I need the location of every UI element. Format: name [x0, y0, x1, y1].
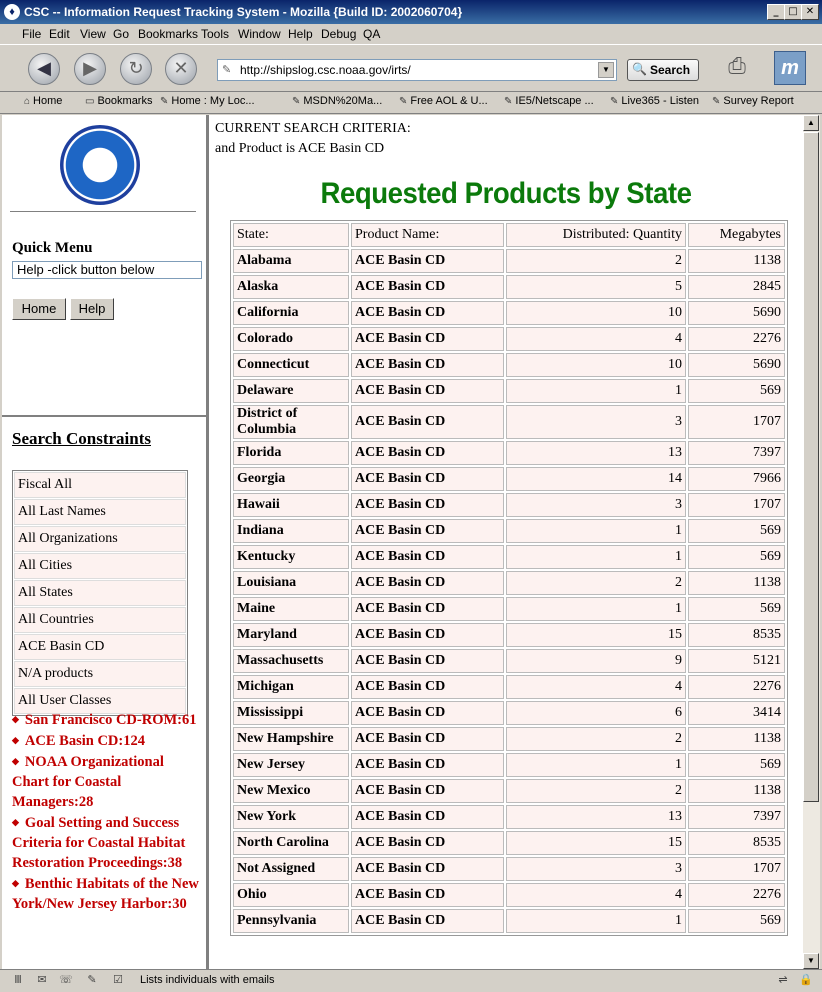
table-row	[233, 623, 785, 647]
product-cell: ACE Basin CD	[351, 275, 504, 299]
toolbar-item-label: Free AOL & U...	[410, 95, 488, 107]
bullet-icon: ◆	[12, 714, 19, 724]
security-icon: 🔒	[799, 974, 813, 986]
product-cell: ACE Basin CD	[351, 493, 504, 517]
main-content	[209, 115, 803, 969]
megabytes-cell: 1138	[688, 727, 785, 751]
product-cell: ACE Basin CD	[351, 883, 504, 907]
menu-window[interactable]: Window	[238, 27, 281, 41]
megabytes-cell: 2276	[688, 883, 785, 907]
bookmark-icon: ✎	[399, 96, 408, 107]
quantity-cell: 6	[506, 701, 686, 725]
quantity-cell: 4	[506, 327, 686, 351]
product-cell: ACE Basin CD	[351, 353, 504, 377]
constraint-item[interactable]: All User Classes	[14, 688, 186, 714]
product-link[interactable]	[12, 812, 202, 873]
megabytes-cell: 8535	[688, 831, 785, 855]
product-cell: ACE Basin CD	[351, 831, 504, 855]
megabytes-cell: 2276	[688, 675, 785, 699]
product-link-label: Benthic Habitats of the New York/New Jersey Harbor:30	[12, 876, 199, 912]
window-title: CSC -- Information Request Tracking System - Mozilla {Build ID: 2002060704}	[24, 5, 463, 19]
product-link[interactable]	[12, 873, 202, 914]
bookmark-folder-icon: ▭	[85, 96, 95, 107]
menu-view[interactable]: View	[80, 27, 106, 41]
help-button[interactable]: Help	[70, 298, 114, 320]
quantity-cell: 3	[506, 405, 686, 439]
megabytes-cell: 2276	[688, 327, 785, 351]
megabytes-cell: 1707	[688, 405, 785, 439]
constraint-item[interactable]: All Organizations	[14, 526, 186, 552]
megabytes-cell: 569	[688, 379, 785, 403]
quantity-cell: 1	[506, 597, 686, 621]
toolbar-item-aol[interactable]	[399, 95, 488, 107]
sidebar	[2, 115, 209, 969]
table-row	[233, 493, 785, 517]
product-cell: ACE Basin CD	[351, 623, 504, 647]
table-row	[233, 649, 785, 673]
constraint-item[interactable]: ACE Basin CD	[14, 634, 186, 660]
navigator-icon[interactable]: Ⅲ	[14, 974, 22, 986]
mozilla-logo: m	[774, 51, 806, 85]
product-cell: ACE Basin CD	[351, 701, 504, 725]
megabytes-cell: 569	[688, 909, 785, 933]
product-link-label: NOAA Organizational Chart for Coastal Managers:28	[12, 754, 164, 810]
bullet-icon: ◆	[12, 878, 19, 888]
quantity-cell: 1	[506, 909, 686, 933]
url-dropdown-icon[interactable]: ▼	[598, 62, 614, 78]
constraints-list	[12, 470, 188, 716]
product-link-label: ACE Basin CD:124	[24, 733, 145, 749]
product-cell: ACE Basin CD	[351, 753, 504, 777]
vertical-scrollbar[interactable]	[803, 115, 820, 969]
state-cell: Alaska	[233, 275, 349, 299]
megabytes-cell: 7966	[688, 467, 785, 491]
toolbar-item-label: Home	[33, 95, 63, 107]
forward-icon[interactable]: ▶	[74, 53, 106, 85]
megabytes-cell: 569	[688, 545, 785, 569]
status-bar	[0, 969, 822, 992]
composer-icon[interactable]: ✎	[87, 974, 97, 986]
product-link[interactable]	[12, 730, 202, 751]
menu-debug[interactable]: Debug	[321, 27, 357, 41]
product-cell: ACE Basin CD	[351, 441, 504, 465]
toolbar-item-live365[interactable]	[610, 95, 699, 107]
product-cell: ACE Basin CD	[351, 249, 504, 273]
table-row	[233, 753, 785, 777]
product-cell: ACE Basin CD	[351, 545, 504, 569]
state-cell: Ohio	[233, 883, 349, 907]
menu-edit[interactable]: Edit	[49, 27, 70, 41]
menu-bar	[0, 24, 822, 44]
constraint-item[interactable]: All States	[14, 580, 186, 606]
state-cell: District of Columbia	[233, 405, 349, 439]
quantity-cell: 14	[506, 467, 686, 491]
table-row	[233, 909, 785, 933]
toolbar-item-bookmarks[interactable]	[85, 95, 152, 107]
megabytes-cell: 569	[688, 753, 785, 777]
product-cell: ACE Basin CD	[351, 405, 504, 439]
constraint-item[interactable]: All Cities	[14, 553, 186, 579]
maximize-icon[interactable]: □	[784, 4, 802, 20]
quantity-cell: 10	[506, 301, 686, 325]
product-cell: ACE Basin CD	[351, 379, 504, 403]
toolbar-item-label: Survey Report	[723, 95, 794, 107]
constraint-item[interactable]: Fiscal All	[14, 472, 186, 498]
noaa-logo-text: NOAA	[85, 155, 115, 166]
connection-icon: ⇌	[778, 974, 788, 986]
table-header-row	[233, 223, 785, 247]
product-cell: ACE Basin CD	[351, 467, 504, 491]
toolbar-item-label: Bookmarks	[97, 95, 153, 107]
url-bar[interactable]	[217, 59, 617, 81]
home-button[interactable]: Home	[12, 298, 66, 320]
megabytes-cell: 7397	[688, 805, 785, 829]
quantity-cell: 13	[506, 441, 686, 465]
megabytes-cell: 1707	[688, 857, 785, 881]
bookmark-icon: ✎	[504, 96, 513, 107]
product-cell: ACE Basin CD	[351, 909, 504, 933]
criteria-title: CURRENT SEARCH CRITERIA:	[215, 121, 411, 136]
quantity-cell: 15	[506, 623, 686, 647]
table-row	[233, 727, 785, 751]
toolbar-item-home[interactable]	[24, 95, 62, 107]
state-cell: Not Assigned	[233, 857, 349, 881]
megabytes-cell: 8535	[688, 623, 785, 647]
quantity-cell: 10	[506, 353, 686, 377]
megabytes-cell: 7397	[688, 441, 785, 465]
megabytes-cell: 1138	[688, 779, 785, 803]
megabytes-cell: 5121	[688, 649, 785, 673]
products-table	[230, 220, 788, 936]
quantity-cell: 5	[506, 275, 686, 299]
bullet-icon: ◆	[12, 817, 19, 827]
megabytes-cell: 5690	[688, 301, 785, 325]
state-cell: Georgia	[233, 467, 349, 491]
app-icon: ♦	[4, 4, 20, 20]
quantity-cell: 1	[506, 379, 686, 403]
toolbar-item-msdn[interactable]	[292, 95, 382, 107]
home-icon: ⌂	[24, 96, 31, 107]
column-header: Distributed: Quantity	[506, 223, 686, 247]
scroll-up-icon[interactable]: ▲	[803, 115, 819, 131]
toolbar-item-label: Live365 - Listen	[621, 95, 700, 107]
product-cell: ACE Basin CD	[351, 327, 504, 351]
quantity-cell: 15	[506, 831, 686, 855]
quantity-cell: 2	[506, 779, 686, 803]
state-cell: Hawaii	[233, 493, 349, 517]
table-row	[233, 519, 785, 543]
menu-bookmarks[interactable]: Bookmarks	[138, 27, 199, 41]
state-cell: Mississippi	[233, 701, 349, 725]
megabytes-cell: 569	[688, 597, 785, 621]
table-row	[233, 301, 785, 325]
status-text: Lists individuals with emails	[140, 974, 275, 986]
constraint-item[interactable]: All Countries	[14, 607, 186, 633]
bookmark-icon: ✎	[160, 96, 169, 107]
toolbar-item-ie5[interactable]	[504, 95, 594, 107]
table-row	[233, 545, 785, 569]
minimize-icon[interactable]: _	[767, 4, 785, 20]
product-cell: ACE Basin CD	[351, 857, 504, 881]
state-cell: California	[233, 301, 349, 325]
mail-icon[interactable]: ✉	[37, 974, 47, 986]
state-cell: Florida	[233, 441, 349, 465]
product-cell: ACE Basin CD	[351, 727, 504, 751]
megabytes-cell: 569	[688, 519, 785, 543]
state-cell: Indiana	[233, 519, 349, 543]
quantity-cell: 9	[506, 649, 686, 673]
product-cell: ACE Basin CD	[351, 519, 504, 543]
toolbar-item-home-my-loc[interactable]	[160, 95, 255, 107]
state-cell: New Hampshire	[233, 727, 349, 751]
megabytes-cell: 5690	[688, 353, 785, 377]
megabytes-cell: 1138	[688, 249, 785, 273]
table-row	[233, 805, 785, 829]
megabytes-cell: 2845	[688, 275, 785, 299]
quantity-cell: 2	[506, 249, 686, 273]
table-row	[233, 597, 785, 621]
state-cell: Kentucky	[233, 545, 349, 569]
stop-icon[interactable]: ✕	[165, 53, 197, 85]
bookmark-icon: ✎	[292, 96, 301, 107]
chat-icon[interactable]: ☏	[59, 974, 73, 986]
quick-menu-title: Quick Menu	[12, 240, 93, 256]
column-header: Product Name:	[351, 223, 504, 247]
search-label: Search	[650, 63, 691, 77]
table-row	[233, 249, 785, 273]
state-cell: Alabama	[233, 249, 349, 273]
close-icon[interactable]: ✕	[801, 4, 819, 20]
table-row	[233, 883, 785, 907]
bullet-icon: ◆	[12, 756, 19, 766]
menu-file[interactable]: File	[22, 27, 42, 41]
table-row	[233, 571, 785, 595]
column-header: State:	[233, 223, 349, 247]
product-links	[12, 709, 202, 914]
quick-menu-select[interactable]: Help -click button below	[12, 261, 202, 279]
state-cell: New Jersey	[233, 753, 349, 777]
table-row	[233, 441, 785, 465]
quantity-cell: 1	[506, 519, 686, 543]
megabytes-cell: 3414	[688, 701, 785, 725]
table-row	[233, 779, 785, 803]
quantity-cell: 2	[506, 571, 686, 595]
product-cell: ACE Basin CD	[351, 675, 504, 699]
table-row	[233, 275, 785, 299]
page-icon: ✎	[222, 64, 232, 76]
product-cell: ACE Basin CD	[351, 301, 504, 325]
table-row	[233, 675, 785, 699]
product-link-label: San Francisco CD-ROM:61	[24, 712, 197, 728]
quantity-cell: 13	[506, 805, 686, 829]
state-cell: Maryland	[233, 623, 349, 647]
criteria-line: and Product is ACE Basin CD	[215, 141, 385, 156]
state-cell: Louisiana	[233, 571, 349, 595]
megabytes-cell: 1707	[688, 493, 785, 517]
state-cell: Massachusetts	[233, 649, 349, 673]
menu-help[interactable]: Help	[288, 27, 313, 41]
quantity-cell: 4	[506, 883, 686, 907]
product-cell: ACE Basin CD	[351, 571, 504, 595]
table-row	[233, 353, 785, 377]
toolbar-item-label: Home : My Loc...	[171, 95, 255, 107]
product-cell: ACE Basin CD	[351, 649, 504, 673]
navigation-toolbar	[0, 44, 822, 92]
page-title: Requested Products by State	[320, 177, 692, 210]
search-constraints-title: Search Constraints	[12, 429, 151, 448]
table-row	[233, 467, 785, 491]
product-cell: ACE Basin CD	[351, 779, 504, 803]
table-row	[233, 701, 785, 725]
quantity-cell: 1	[506, 753, 686, 777]
toolbar-item-survey[interactable]	[712, 95, 794, 107]
divider	[2, 415, 206, 417]
bullet-icon: ◆	[12, 735, 19, 745]
menu-tools[interactable]: Tools	[201, 27, 230, 41]
addressbook-icon[interactable]: ☑	[113, 974, 123, 986]
product-link[interactable]	[12, 751, 202, 812]
product-link[interactable]	[12, 709, 202, 730]
state-cell: Michigan	[233, 675, 349, 699]
constraint-item[interactable]: All Last Names	[14, 499, 186, 525]
bookmark-icon: ✎	[712, 96, 721, 107]
noaa-logo	[60, 125, 140, 205]
state-cell: Connecticut	[233, 353, 349, 377]
state-cell: New York	[233, 805, 349, 829]
url-text[interactable]: http://shipslog.csc.noaa.gov/irts/	[240, 63, 411, 77]
reload-icon[interactable]: ↻	[120, 53, 152, 85]
table-row	[233, 831, 785, 855]
state-cell: Pennsylvania	[233, 909, 349, 933]
quantity-cell: 1	[506, 545, 686, 569]
bookmark-icon: ✎	[610, 96, 619, 107]
toolbar-item-label: IE5/Netscape ...	[515, 95, 594, 107]
title-bar	[0, 0, 822, 24]
menu-qa[interactable]: QA	[363, 27, 381, 41]
print-icon[interactable]: ⎙	[728, 53, 746, 78]
megabytes-cell: 1138	[688, 571, 785, 595]
toolbar-item-label: MSDN%20Ma...	[303, 95, 383, 107]
state-cell: Delaware	[233, 379, 349, 403]
scroll-thumb[interactable]	[803, 132, 819, 802]
constraint-item[interactable]: N/A products	[14, 661, 186, 687]
quantity-cell: 3	[506, 493, 686, 517]
state-cell: Colorado	[233, 327, 349, 351]
table-row	[233, 327, 785, 351]
state-cell: Maine	[233, 597, 349, 621]
product-cell: ACE Basin CD	[351, 805, 504, 829]
search-icon: 🔍	[632, 62, 647, 76]
table-row	[233, 379, 785, 403]
table-row	[233, 857, 785, 881]
scroll-down-icon[interactable]: ▼	[803, 953, 819, 969]
search-button[interactable]	[627, 59, 699, 81]
personal-toolbar	[0, 91, 822, 114]
quantity-cell: 4	[506, 675, 686, 699]
back-icon[interactable]: ◀	[28, 53, 60, 85]
product-link-label: Goal Setting and Success Criteria for Coastal Habitat Restoration Proceedings:38	[12, 815, 186, 871]
quantity-cell: 3	[506, 857, 686, 881]
column-header: Megabytes	[688, 223, 785, 247]
state-cell: North Carolina	[233, 831, 349, 855]
table-row	[233, 405, 785, 439]
menu-go[interactable]: Go	[113, 27, 130, 41]
state-cell: New Mexico	[233, 779, 349, 803]
quantity-cell: 2	[506, 727, 686, 751]
divider	[10, 211, 196, 213]
product-cell: ACE Basin CD	[351, 597, 504, 621]
